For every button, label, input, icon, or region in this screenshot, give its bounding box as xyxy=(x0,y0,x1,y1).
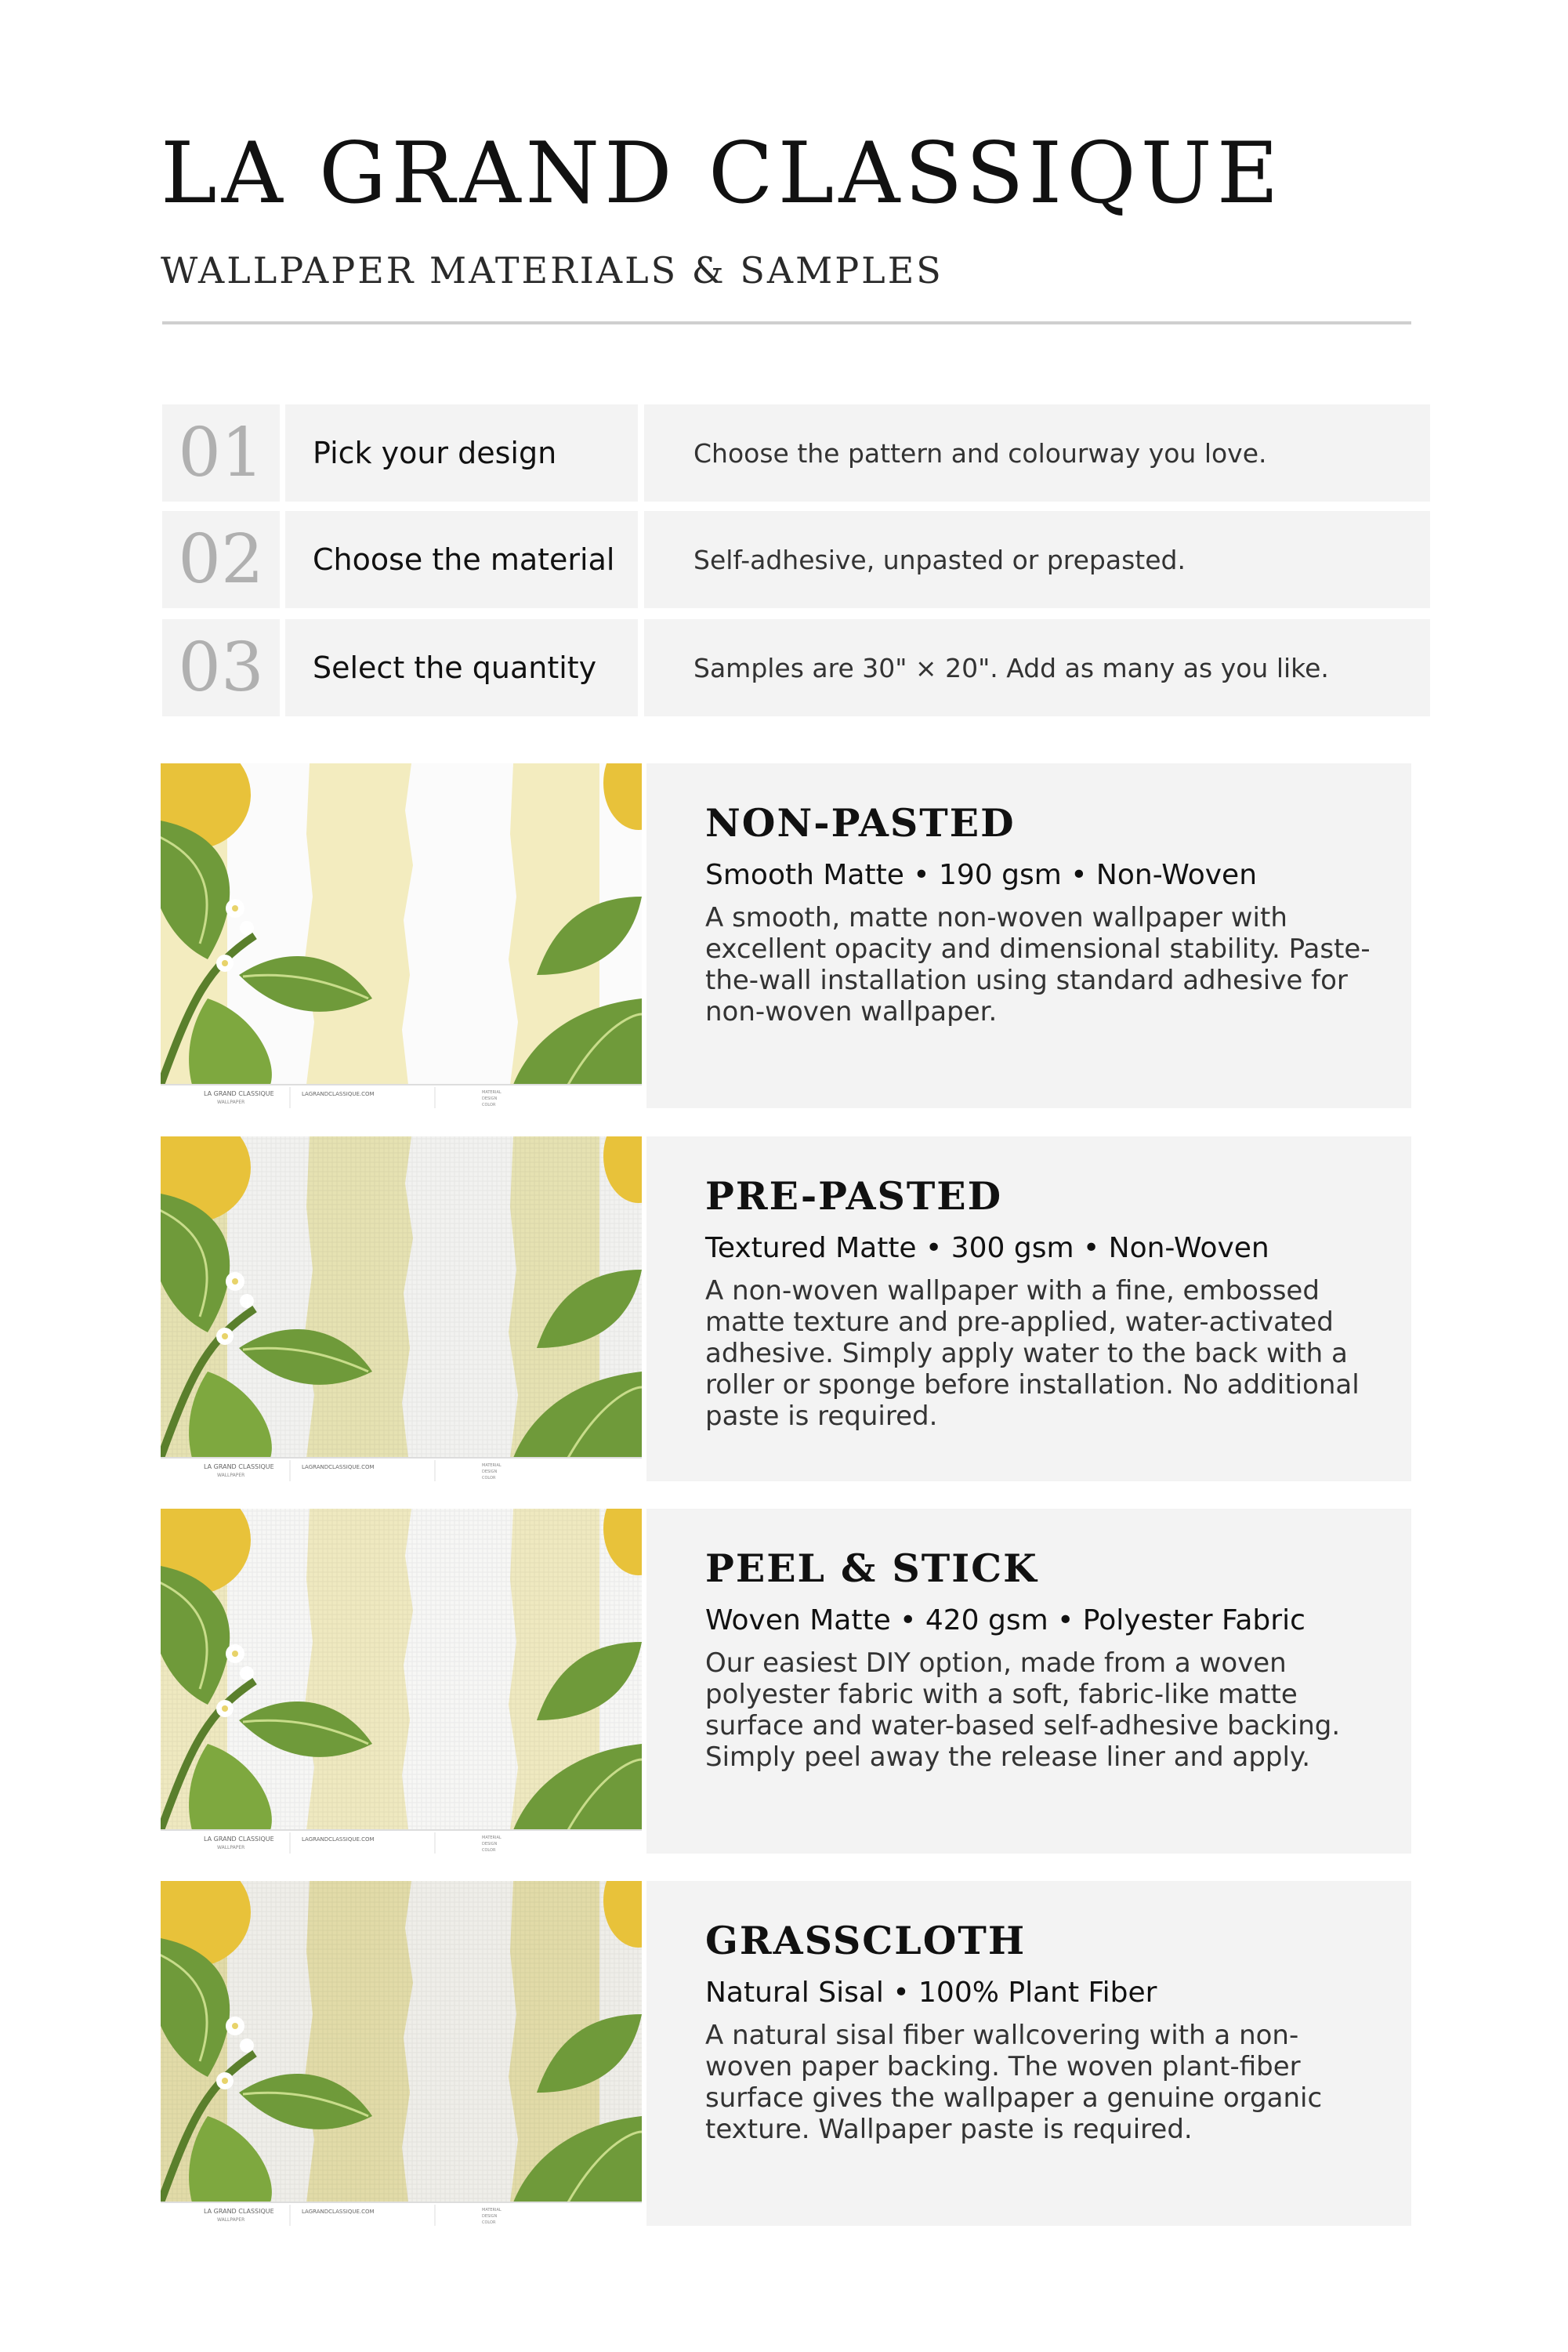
header-divider xyxy=(162,321,1411,324)
material-description: A smooth, matte non-woven wallpaper with excellent opacity and dimensional stability. Paste-the-wall installation using standard adhesive for non-woven wallpaper. xyxy=(705,901,1371,1027)
sample-card-brand: LA GRAND CLASSIQUE xyxy=(204,1463,274,1470)
material-name: NON-PASTED xyxy=(705,800,1016,846)
sample-card-brand-sub: WALLPAPER xyxy=(217,1100,245,1105)
material-sample-photo xyxy=(161,1881,642,2226)
material-description: A natural sisal fiber wallcovering with a non-woven paper backing. The woven plant-fiber surface gives the wallpaper a genuine organic texture. Wallpaper paste is required. xyxy=(705,2019,1323,2145)
step-label: Pick your design xyxy=(285,404,638,502)
step-number: 01 xyxy=(162,404,280,502)
step-label: Select the quantity xyxy=(285,619,638,716)
sample-card-brand-sub: WALLPAPER xyxy=(217,1845,245,1850)
material-description: A non-woven wallpaper with a fine, embossed matte texture and pre-applied, water-activated adhesive. Simply apply water to the back with a roller or sponge before installation. No additional paste is required. xyxy=(705,1274,1360,1432)
material-spec: Natural Sisal • 100% Plant Fiber xyxy=(705,1976,1157,2009)
sample-card-website: LAGRANDCLASSIQUE.COM xyxy=(302,1464,375,1470)
sample-card-brand-sub: WALLPAPER xyxy=(217,2217,245,2223)
sample-card-field: DESIGN xyxy=(482,1842,498,1846)
sample-image xyxy=(161,1509,642,1854)
sample-card-field: COLOR xyxy=(482,1848,496,1853)
sample-card-field: MATERIAL xyxy=(482,1463,502,1468)
sample-card-website: LAGRANDCLASSIQUE.COM xyxy=(302,1836,375,1843)
step-number: 03 xyxy=(162,619,280,716)
sample-card-brand: LA GRAND CLASSIQUE xyxy=(204,2208,274,2215)
material-sample-photo xyxy=(161,763,642,1108)
material-info-panel xyxy=(646,763,1411,1108)
material-info-panel xyxy=(646,1136,1411,1481)
sample-image xyxy=(161,1881,642,2226)
material-name: PEEL & STICK xyxy=(705,1546,1038,1591)
material-spec: Smooth Matte • 190 gsm • Non-Woven xyxy=(705,858,1258,891)
sample-card-field: DESIGN xyxy=(482,1470,498,1474)
sample-image xyxy=(161,1136,642,1481)
step-description: Choose the pattern and colourway you love. xyxy=(644,404,1430,502)
page-subtitle: WALLPAPER MATERIALS & SAMPLES xyxy=(161,249,943,292)
sample-card-brand-sub: WALLPAPER xyxy=(217,1473,245,1478)
sample-card-field: COLOR xyxy=(482,1103,496,1107)
material-info-panel xyxy=(646,1509,1411,1854)
step-description: Self-adhesive, unpasted or prepasted. xyxy=(644,511,1430,608)
material-info-panel xyxy=(646,1881,1411,2226)
material-spec: Woven Matte • 420 gsm • Polyester Fabric xyxy=(705,1604,1305,1636)
sample-card-field: COLOR xyxy=(482,1476,496,1480)
material-spec: Textured Matte • 300 gsm • Non-Woven xyxy=(705,1231,1269,1264)
sample-card-field: MATERIAL xyxy=(482,1836,502,1840)
step-number: 02 xyxy=(162,511,280,608)
sample-card-field: COLOR xyxy=(482,2220,496,2225)
sample-card-field: DESIGN xyxy=(482,1096,498,1101)
sample-card-field: DESIGN xyxy=(482,2214,498,2219)
page-title: LA GRAND CLASSIQUE xyxy=(161,125,1284,223)
material-name: PRE-PASTED xyxy=(705,1173,1003,1219)
sample-card-website: LAGRANDCLASSIQUE.COM xyxy=(302,2209,375,2215)
material-name: GRASSCLOTH xyxy=(705,1918,1027,1963)
material-description: Our easiest DIY option, made from a woven polyester fabric with a soft, fabric-like matte surface and water-based self-adhesive backing. Simply peel away the release liner and apply. xyxy=(705,1647,1341,1773)
step-description: Samples are 30" × 20". Add as many as you like. xyxy=(644,619,1430,716)
sample-card-brand: LA GRAND CLASSIQUE xyxy=(204,1836,274,1843)
sample-card-field: MATERIAL xyxy=(482,2208,502,2212)
sample-image xyxy=(161,763,642,1108)
step-label: Choose the material xyxy=(285,511,638,608)
material-sample-photo xyxy=(161,1136,642,1481)
sample-card-website: LAGRANDCLASSIQUE.COM xyxy=(302,1091,375,1097)
sample-card-brand: LA GRAND CLASSIQUE xyxy=(204,1090,274,1097)
material-sample-photo xyxy=(161,1509,642,1854)
sample-card-field: MATERIAL xyxy=(482,1090,502,1095)
